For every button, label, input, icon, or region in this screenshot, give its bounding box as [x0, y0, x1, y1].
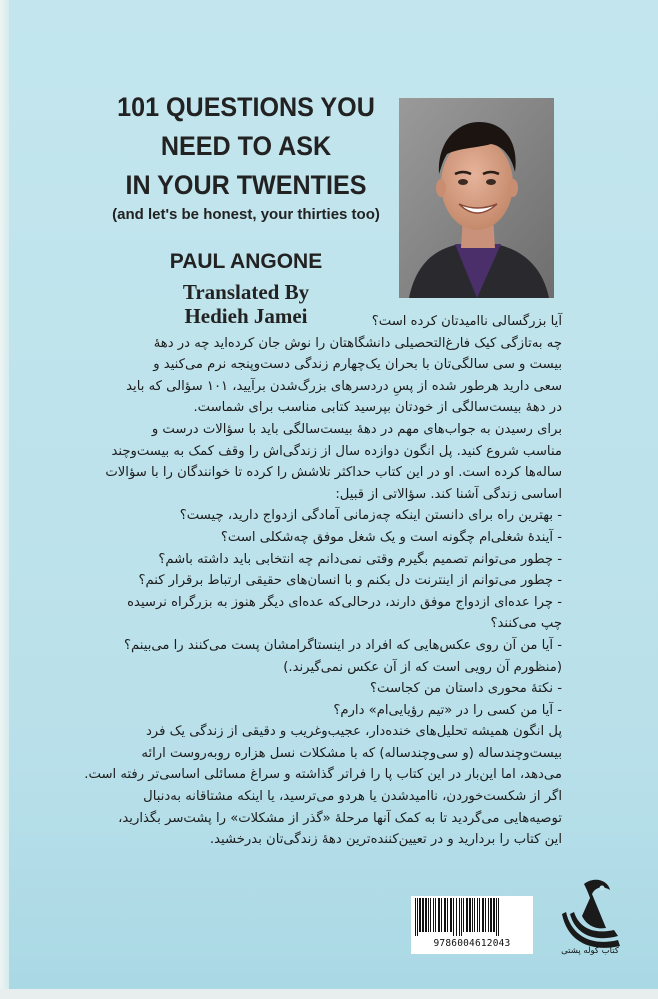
barcode-bar	[422, 898, 424, 932]
description-line: در دههٔ بیست‌سالگی از خودتان بپرسید کتابی مناسب برای شماست.	[193, 400, 562, 416]
barcode-bar	[479, 898, 480, 932]
barcode-bar	[435, 898, 436, 932]
translated-by-label: Translated By	[182, 280, 310, 304]
barcode-bar	[498, 898, 499, 936]
barcode-bar	[477, 898, 478, 932]
barcode-bar	[415, 898, 416, 936]
book-title-line: IN YOUR TWENTIES	[125, 170, 367, 200]
publisher-name: کتاب کوله پشتی	[561, 946, 619, 956]
barcode-bar	[482, 898, 484, 932]
description-line: بیست و سی سالگی‌تان با بحران یک‌چهارم زندگی دست‌وپنجه نرم می‌کنید و	[153, 357, 562, 373]
question-item: - آیا من آن روی عکس‌هایی که افراد در اینستاگرامشان پست می‌کنند را می‌بینم؟	[123, 637, 562, 653]
description-line: سعی دارید هرطور شده از پسِ دردسرهای بزرگ‌شدن برآیید، ۱۰۱ سؤالی که باید	[126, 378, 562, 394]
description-line: پل انگون همیشه تحلیل‌های خنده‌دار، عجیب‌وغریب و دقیقی از زندگی یک فرد	[145, 724, 562, 740]
barcode-bar	[444, 898, 446, 932]
barcode-bar	[417, 898, 418, 936]
question-item: - چطور می‌توانم تصمیم بگیرم وقتی نمی‌دانم چه انتخابی باید داشته باشم؟	[158, 551, 562, 567]
barcode-bar	[488, 898, 489, 932]
description-line: توصیه‌هایی می‌گردید تا به کمک آنها مرحلهٔ «گذر از مشکلات» را پشت‌سر بگذارید،	[118, 810, 562, 826]
question-item: (منظورم آن رویی است که از آن عکس نمی‌گیرند.)	[283, 659, 562, 675]
question-item: - بهترین راه برای دانستن اینکه چه‌زمانی آمادگی ازدواج دارید، چیست؟	[179, 508, 562, 524]
description-line: می‌دهد، اما این‌بار در این کتاب پا را فراتر گذاشته و سراغ مسائلی اساسی‌تر رفته است.	[84, 767, 562, 783]
author-name: PAUL ANGONE	[169, 250, 323, 273]
book-subtitle: (and let's be honest, your thirties too)	[112, 206, 380, 223]
barcode-bar	[438, 898, 440, 932]
book-title-line: NEED TO ASK	[160, 131, 332, 161]
description-line: ساله‌ها کرده است. او در این کتاب حداکثر تلاشش را کرده تا خوانندگان را با سؤالات	[105, 465, 562, 481]
question-item: - آیندهٔ شغلی‌ام چگونه است و یک شغل موفق چه‌شکلی است؟	[220, 529, 562, 545]
question-item: - نکتهٔ محوری داستان من کجاست؟	[370, 681, 562, 697]
description-line: چه به‌تازگی کیک فارغ‌التحصیلی دانشگاهتان را نوش جان کرده‌اید چه در دههٔ	[153, 335, 562, 351]
description-line: اساسی زندگی آشنا کند. سؤالاتی از قبیل:	[335, 486, 562, 502]
description-line: این کتاب را بردارید و در تعیین‌کننده‌ترین دههٔ زندگی‌تان بدرخشید.	[209, 832, 562, 848]
barcode-bar	[447, 898, 448, 932]
book-title	[107, 88, 386, 205]
description-line: برای رسیدن به جواب‌های مهم در دههٔ بیست‌سالگی باید با سؤالات درست و	[151, 421, 562, 437]
barcode-bar	[466, 898, 468, 932]
barcode-bar	[425, 898, 427, 932]
barcode-bar	[461, 898, 462, 936]
barcode-bar	[441, 898, 442, 932]
barcode-bar	[450, 898, 452, 932]
barcode-bar	[474, 898, 475, 932]
barcode-bar	[490, 898, 492, 932]
barcode-bar	[469, 898, 471, 932]
barcode-bar	[419, 898, 421, 932]
barcode-bar	[472, 898, 473, 932]
barcode-bar	[496, 898, 497, 936]
question-item: چپ می‌کنند؟	[490, 616, 562, 632]
barcode-bar	[453, 898, 454, 936]
description-line: اگر از شکست‌خوردن، ناامیدشدن یا هردو می‌ترسید، یا اینکه مشتاقانه به‌دنبال	[143, 789, 562, 805]
barcode-bar	[463, 898, 464, 932]
author-photo	[399, 98, 554, 298]
description-line: مناسب شروع کنید. پل انگون دوازده سال از زندگی‌اش را وقف کمک به بیست‌وچند	[111, 443, 562, 459]
question-item: - چرا عده‌ای ازدواج موفق دارند، درحالی‌که عده‌ای دیگر هنوز به بزرگراه نرسیده	[127, 594, 562, 610]
barcode-bar	[485, 898, 486, 932]
barcode-bar	[428, 898, 429, 932]
isbn-number: 9786004612043	[433, 938, 511, 949]
question-item: - آیا من کسی را در «تیم رؤیایی‌ام» دارم؟	[333, 702, 562, 718]
publisher-logo	[560, 872, 630, 950]
book-title-line: 101 QUESTIONS YOU	[117, 92, 375, 122]
translator-name: Hedieh Jamei	[184, 304, 308, 328]
back-cover-description	[60, 311, 562, 851]
description-line: آیا بزرگسالی ناامیدتان کرده است؟	[371, 314, 562, 329]
barcode-bar	[493, 898, 495, 932]
barcode-bar	[459, 898, 460, 936]
barcode-bar	[456, 898, 457, 936]
barcode-bar	[430, 898, 431, 932]
description-line: بیست‌وچندساله (و سی‌وچندساله) که با مشکلات نسل هزاره روبه‌روست ارائه	[141, 745, 562, 761]
question-item: - چطور می‌توانم از اینترنت دل بکنم و با انسان‌های حقیقی ارتباط برقرار کنم؟	[138, 573, 562, 589]
barcode-bar	[433, 898, 434, 932]
page-edge-bottom	[0, 989, 658, 999]
page-edge-left	[0, 0, 9, 999]
